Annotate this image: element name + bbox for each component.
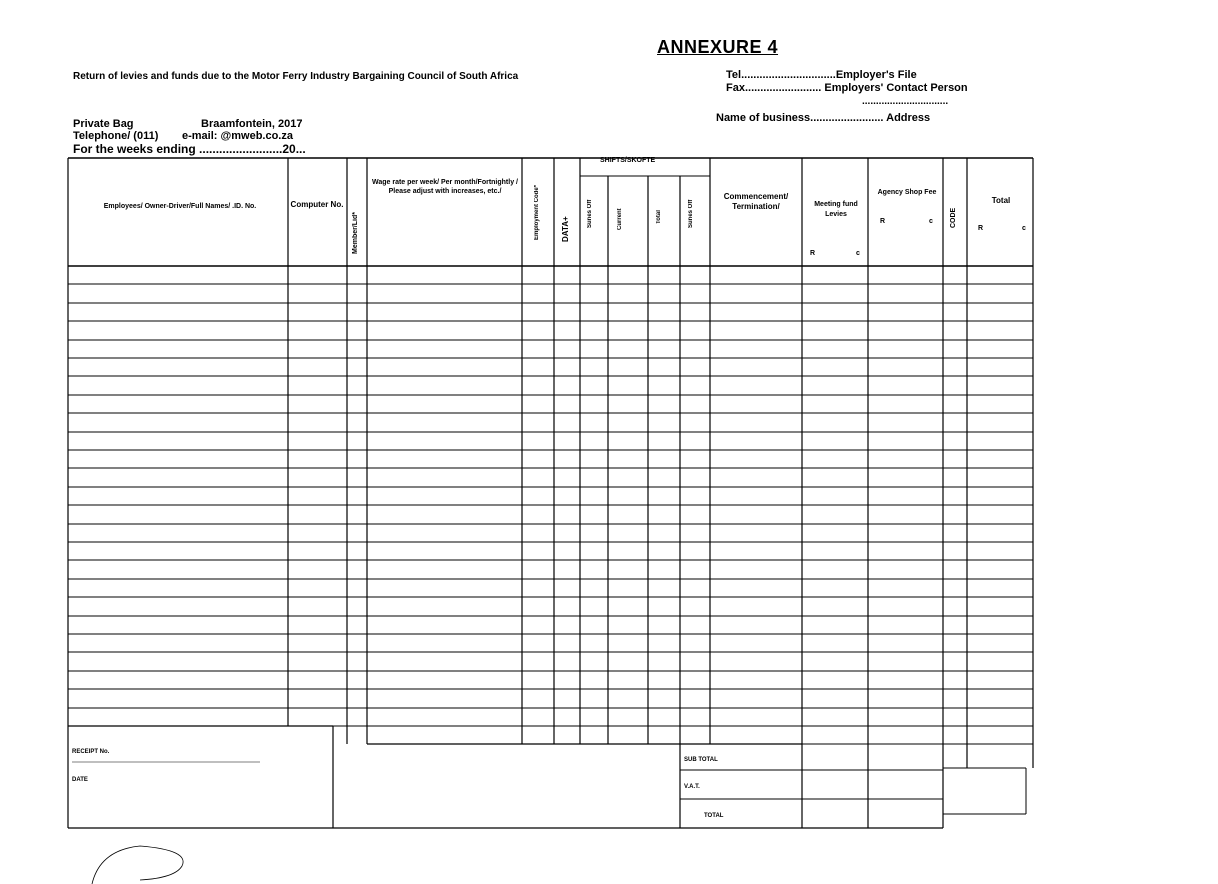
header-commencement: Commencement/ Termination/ (723, 192, 789, 211)
header-computer-no: Computer No. (290, 200, 344, 209)
header-shifts-sunes-off-2: Sunes Off (688, 199, 694, 228)
email-label: e-mail: @mweb.co.za (182, 130, 293, 142)
agency-cents-label: c (929, 218, 933, 225)
meeting-cents-label: c (856, 250, 860, 257)
signature-mark (92, 846, 183, 884)
telephone-label: Telephone/ (011) (73, 130, 159, 142)
header-data: DATA+ (561, 216, 570, 242)
header-employment-code: Employment Code* (534, 184, 540, 240)
header-shifts-sunes-off-1: Sunes Off (587, 199, 593, 228)
date-label: DATE (72, 777, 88, 783)
header-member: Member/Lid* (352, 211, 359, 254)
annexure-title: ANNEXURE 4 (657, 37, 779, 57)
header-shifts-group: SHIFTS/SKOFTE (600, 157, 656, 164)
header-shifts-current: Current (617, 208, 623, 230)
header-wage-rate: Wage rate per week/ Per month/Fortnightly / Please adjust with increases, etc./ (372, 179, 518, 195)
meeting-rand-label: R (810, 250, 816, 257)
header-agency-shop-fee: Agency Shop Fee (877, 189, 937, 196)
name-of-business-line: Name of business........................ Address (716, 112, 931, 124)
agency-rand-label: R (880, 218, 886, 225)
weeks-ending-line: For the weeks ending .........................20... (73, 142, 306, 156)
header-code: CODE (950, 207, 957, 228)
sub-total-label: SUB TOTAL (684, 757, 718, 763)
braamfontein-label: Braamfontein, 2017 (201, 118, 303, 130)
header-total: Total (991, 196, 1011, 205)
contact-dots: ............................... (862, 96, 949, 107)
tel-line: Tel...............................Employer's File (726, 69, 917, 81)
total-cents-label: c (1022, 225, 1026, 232)
receipt-no-label: RECEIPT No. (72, 749, 110, 755)
header-shifts-total: Total (656, 210, 662, 224)
private-bag-label: Private Bag (73, 118, 134, 130)
header-employee: Employees/ Owner-Driver/Full Names/ .ID. No. (103, 203, 257, 210)
fax-line: Fax......................... Employers' Contact Person (726, 82, 968, 94)
header-meeting-levies: Meeting fund Levies (814, 201, 858, 218)
vat-label: V.A.T. (684, 784, 700, 790)
return-levies-line: Return of levies and funds due to the Motor Ferry Industry Bargaining Council of South Africa (73, 71, 519, 82)
total-label: TOTAL (704, 813, 724, 819)
total-rand-label: R (978, 225, 984, 232)
